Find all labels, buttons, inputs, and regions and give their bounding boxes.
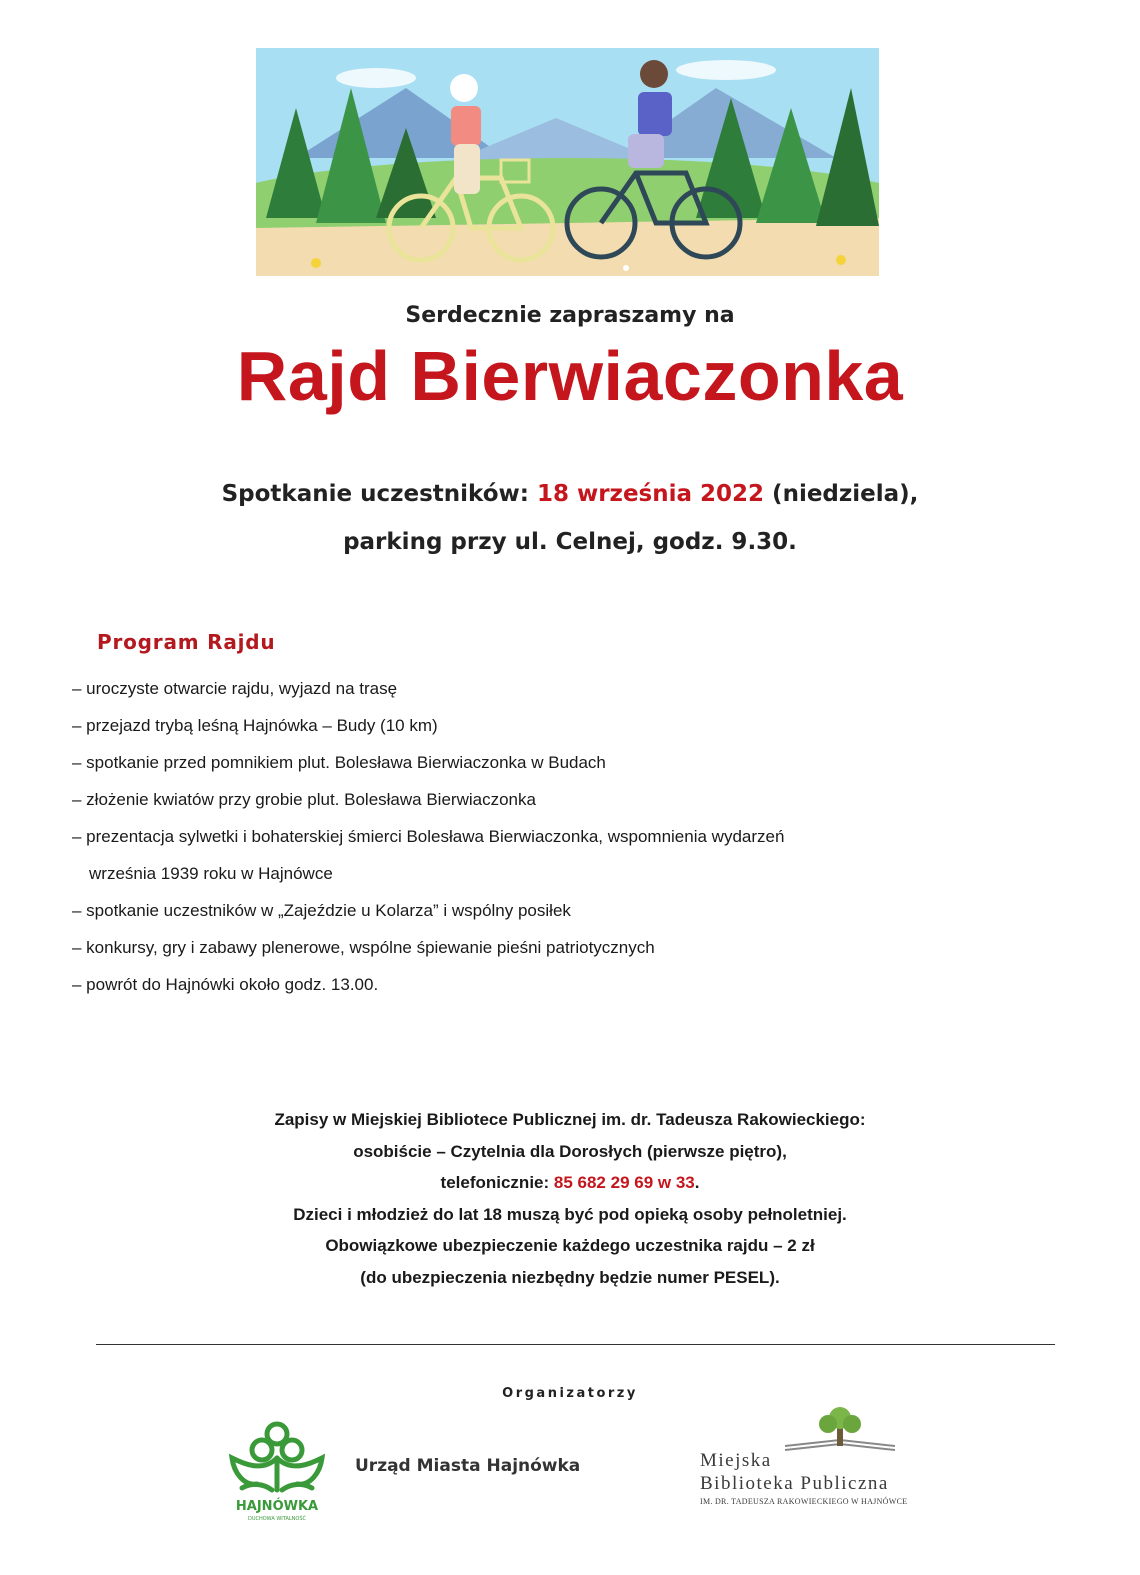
program-title: Program Rajdu [97, 630, 276, 654]
program-item: – powrót do Hajnówki około godz. 13.00. [72, 975, 379, 994]
meeting-line-1 [0, 481, 1140, 507]
meeting-prefix: Spotkanie uczestników: [221, 481, 537, 507]
meeting-line-2: parking przy ul. Celnej, godz. 9.30. [343, 529, 797, 555]
event-title: Rajd Bierwiaczonka [236, 337, 904, 415]
hero-illustration-cyclists [256, 48, 879, 276]
invite-text: Serdecznie zapraszamy na [405, 303, 735, 328]
meeting-date: 18 września 2022 [536, 481, 765, 507]
program-item: – spotkanie uczestników w „Zajeździe u Kolarza” i wspólny posiłek [72, 901, 571, 920]
registration-line: Zapisy w Miejskiej Bibliotece Publicznej im. dr. Tadeusza Rakowieckiego: [274, 1110, 866, 1129]
city-office-name: Urząd Miasta Hajnówka [355, 1456, 581, 1476]
program-item: – uroczyste otwarcie rajdu, wyjazd na trasę [72, 679, 398, 698]
program-item: – konkursy, gry i zabawy plenerowe, wspólne śpiewanie pieśni patriotycznych [72, 938, 655, 957]
program-item-continuation: września 1939 roku w Hajnówce [89, 864, 333, 883]
registration-line: osobiście – Czytelnia dla Dorosłych (pierwsze piętro), [353, 1141, 787, 1161]
program-item: – prezentacja sylwetki i bohaterskiej śmierci Bolesława Bierwiaczonka, wspomnienia wydarzeń [72, 827, 785, 846]
phone-number: 85 682 29 69 w 33 [553, 1173, 695, 1193]
library-name-line-1: Miejska [700, 1450, 772, 1471]
hajnowka-logo-tagline: DUCHOWA WITALNOŚĆ [247, 1516, 307, 1522]
registration-line: Dzieci i młodzież do lat 18 muszą być pod opieką osoby pełnoletniej. [293, 1204, 847, 1224]
program-item: – złożenie kwiatów przy grobie plut. Bolesława Bierwiaczonka [72, 790, 536, 809]
program-item: – spotkanie przed pomnikiem plut. Bolesława Bierwiaczonka w Budach [72, 753, 606, 772]
phone-prefix: telefonicznie: [440, 1173, 554, 1193]
hajnowka-logo-text: HAJNÓWKA [235, 1499, 319, 1514]
organizers-label: Organizatorzy [502, 1386, 638, 1401]
library-name-line-2: Biblioteka Publiczna [700, 1473, 889, 1494]
registration-phone-line [0, 1171, 1140, 1203]
meeting-suffix: (niedziela), [764, 481, 919, 507]
library-name-line-3: IM. DR. TADEUSZA RAKOWIECKIEGO W HAJNÓWCE [700, 1497, 908, 1506]
hajnowka-logo [222, 1418, 332, 1528]
program-list [72, 678, 972, 1011]
registration-info [0, 1108, 1140, 1298]
phone-suffix: . [694, 1173, 700, 1193]
registration-line: Obowiązkowe ubezpieczenie każdego uczestnika rajdu – 2 zł [325, 1236, 815, 1256]
divider [96, 1344, 1055, 1345]
program-item: – przejazd trybą leśną Hajnówka – Budy (10 km) [72, 716, 438, 735]
registration-line: (do ubezpieczenia niezbędny będzie numer PESEL). [360, 1267, 780, 1287]
